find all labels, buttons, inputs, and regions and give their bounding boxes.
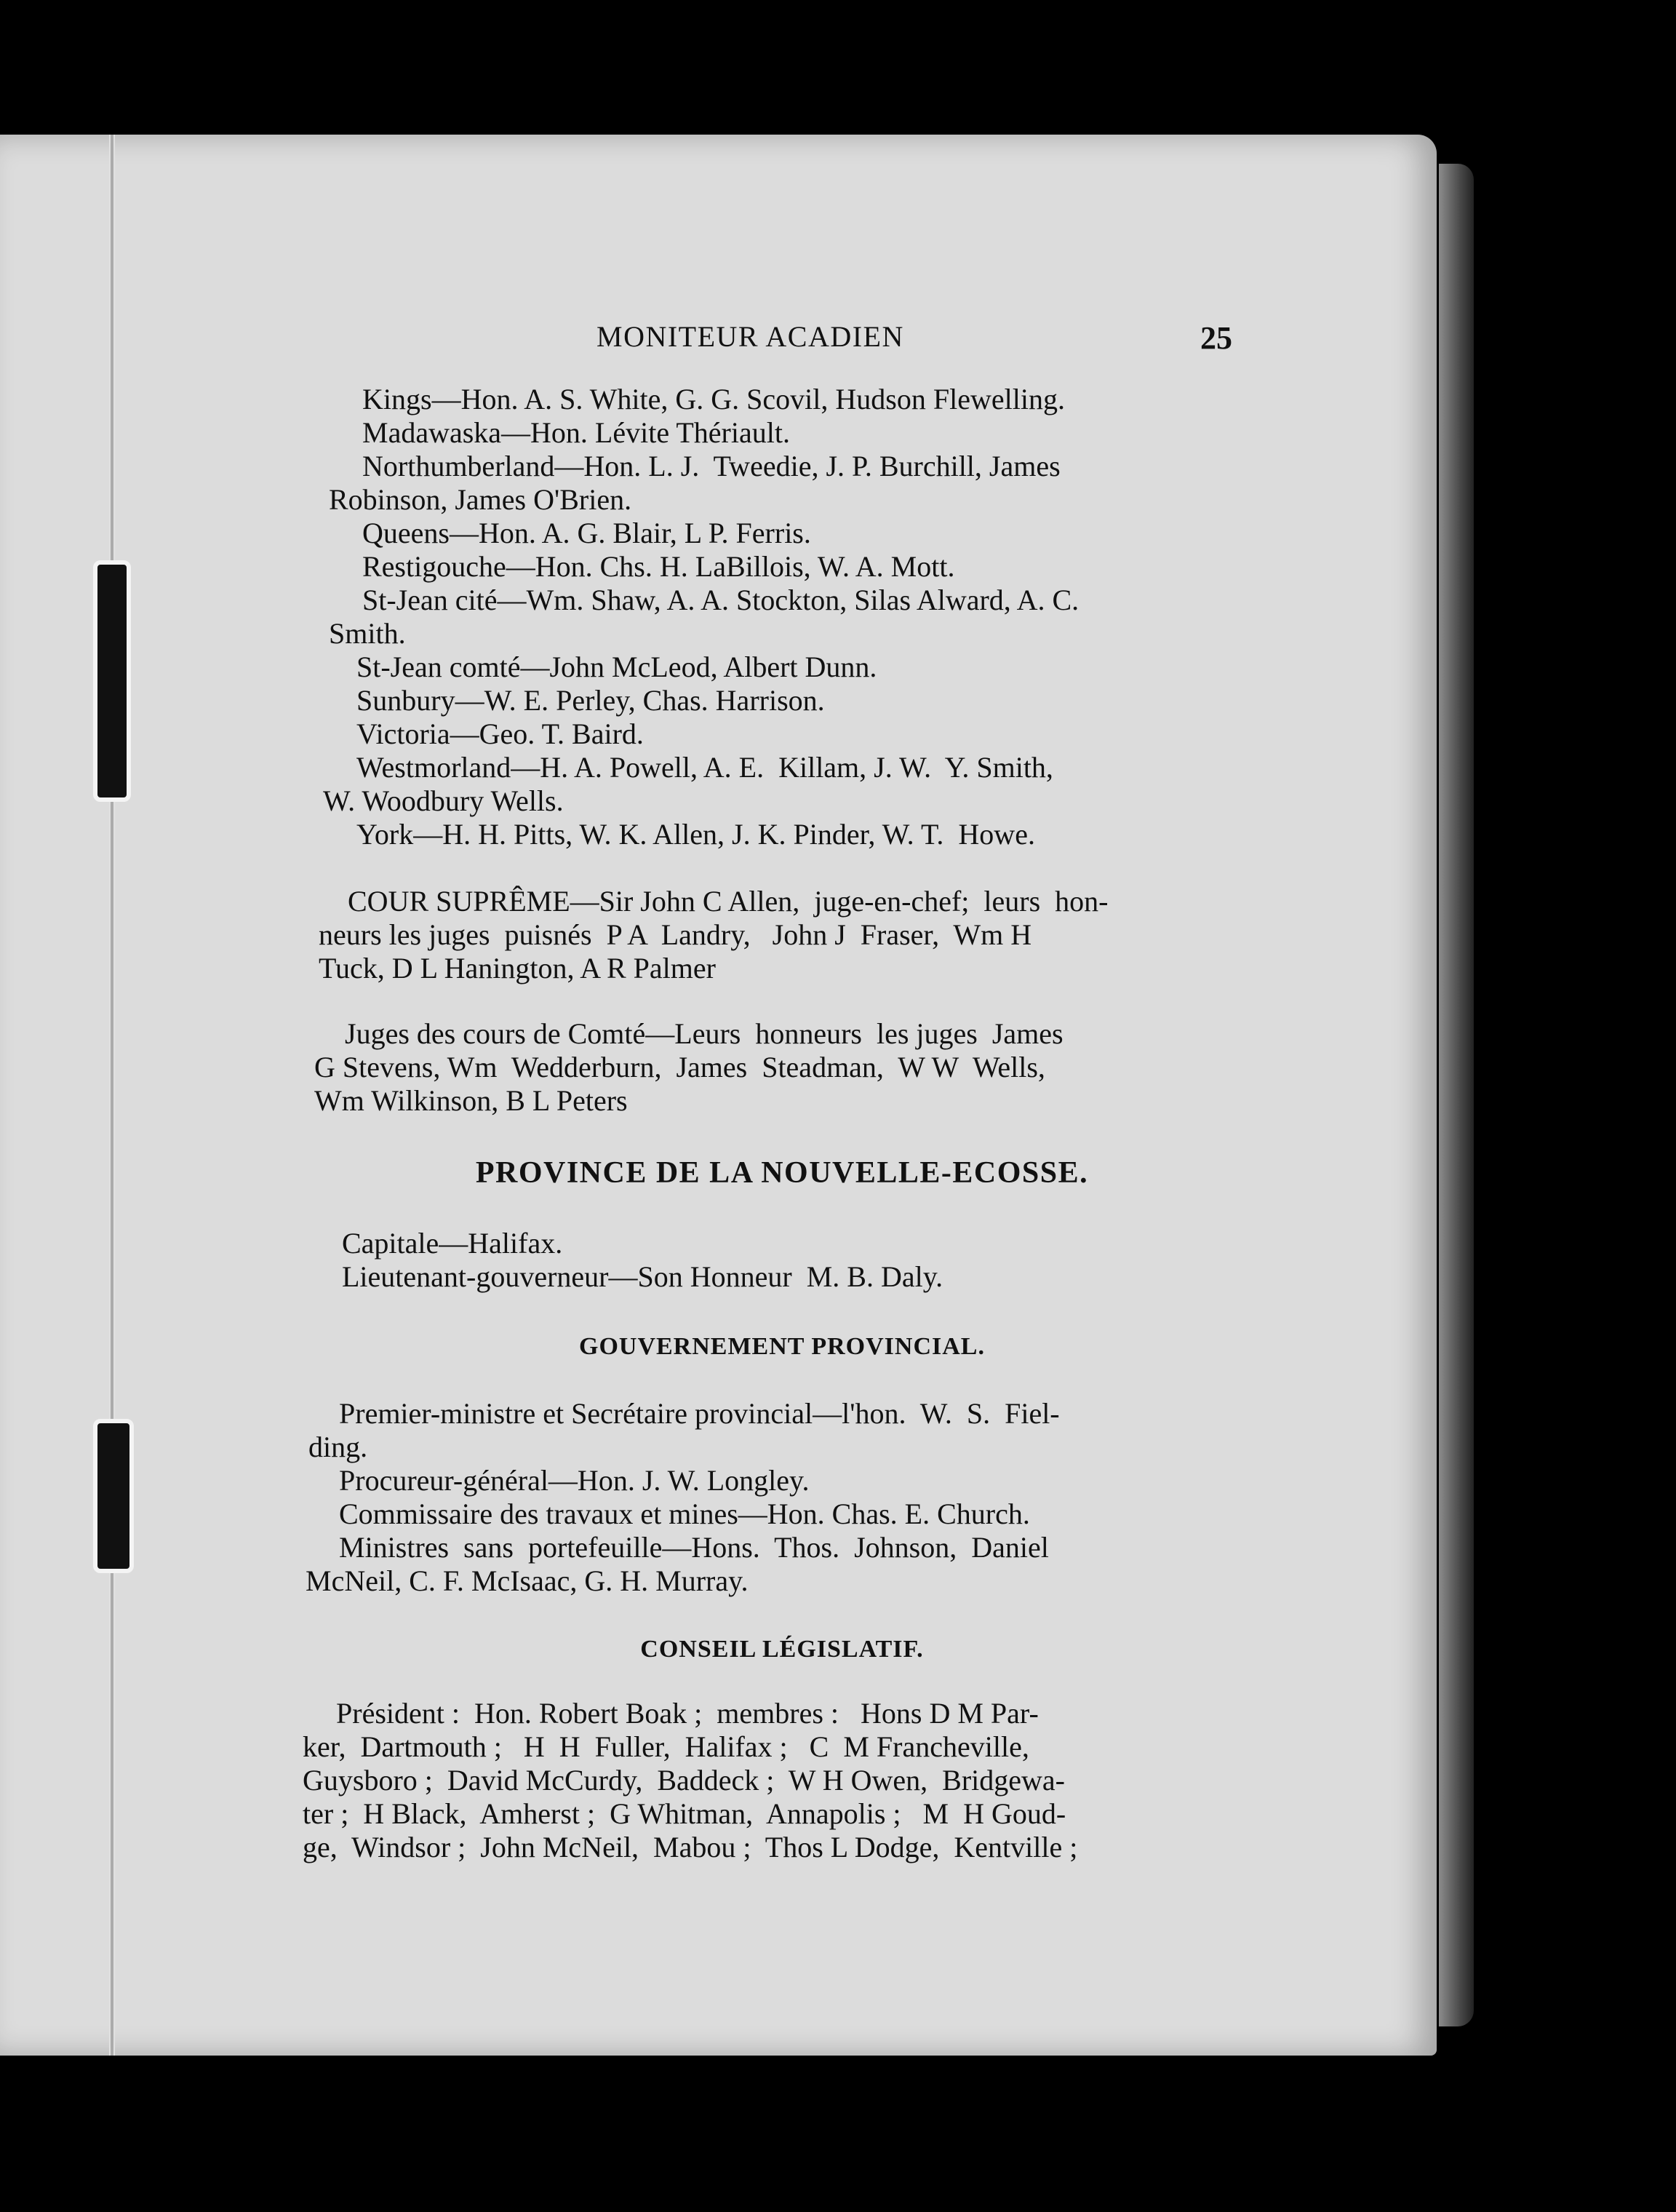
cour-supreme-line: Tuck, D L Hanington, A R Palmer [319,952,716,984]
county-line: Northumberland—Hon. L. J. Tweedie, J. P. Burchill, James [362,450,1061,482]
county-line: Madawaska—Hon. Lévite Thériault. [362,416,790,449]
conseil-line: ker, Dartmouth ; H H Fuller, Halifax ; C M Francheville, [303,1730,1029,1763]
juges-comte-line: Wm Wilkinson, B L Peters [314,1084,628,1117]
juges-comte-line: Juges des cours de Comté—Leurs honneurs les juges James [345,1017,1064,1050]
county-line: Victoria—Geo. T. Baird. [356,717,644,750]
county-line: Kings—Hon. A. S. White, G. G. Scovil, Hudson Flewelling. [362,383,1065,415]
juges-comte-line: G Stevens, Wm Wedderburn, James Steadman, W W Wells, [314,1051,1045,1083]
county-line: St-Jean cité—Wm. Shaw, A. A. Stockton, Silas Alward, A. C. [362,584,1080,616]
conseil-line: Président : Hon. Robert Boak ; membres : Hons D M Par- [336,1697,1039,1730]
county-line: W. Woodbury Wells. [323,784,564,817]
gouvernement-line: Procureur-général—Hon. J. W. Longley. [339,1464,810,1497]
county-line: Queens—Hon. A. G. Blair, L P. Ferris. [362,517,811,549]
gouvernement-line: ding. [308,1431,368,1463]
cour-supreme-line: neurs les juges puisnés P A Landry, John J Fraser, Wm H [319,918,1032,951]
binding-hole-upper [93,560,131,802]
conseil-heading: CONSEIL LÉGISLATIF. [640,1636,924,1663]
gouvernement-line: Commissaire des travaux et mines—Hon. Chas. E. Church. [339,1497,1030,1530]
county-line: Westmorland—H. A. Powell, A. E. Killam, J. W. Y. Smith, [356,751,1053,784]
gouvernement-line: Ministres sans portefeuille—Hons. Thos. Johnson, Daniel [339,1531,1049,1564]
binding-hole-lower [93,1419,134,1573]
province-info-line: Capitale—Halifax. [342,1227,563,1260]
province-heading: PROVINCE DE LA NOUVELLE-ECOSSE. [475,1156,1089,1190]
page-edge [1439,164,1474,2026]
province-info-line: Lieutenant-gouverneur—Son Honneur M. B. Daly. [342,1260,943,1293]
county-line: Sunbury—W. E. Perley, Chas. Harrison. [356,684,825,717]
gouvernement-line: Premier-ministre et Secrétaire provincial—l'hon. W. S. Fiel- [339,1397,1060,1430]
running-head: MONITEUR ACADIEN [596,320,904,353]
gouvernement-heading: GOUVERNEMENT PROVINCIAL. [579,1333,985,1360]
book-spine [109,135,115,2056]
conseil-line: ter ; H Black, Amherst ; G Whitman, Annapolis ; M H Goud- [303,1797,1066,1830]
page-number: 25 [1200,320,1232,356]
conseil-line: ge, Windsor ; John McNeil, Mabou ; Thos L Dodge, Kentville ; [303,1831,1078,1863]
conseil-line: Guysboro ; David McCurdy, Baddeck ; W H Owen, Bridgewa- [303,1764,1065,1797]
county-line: Smith. [329,617,406,650]
county-line: Robinson, James O'Brien. [329,483,632,516]
cour-supreme-line: COUR SUPRÊME—Sir John C Allen, juge-en-chef; leurs hon- [348,885,1109,918]
gouvernement-line: McNeil, C. F. McIsaac, G. H. Murray. [306,1564,749,1597]
county-line: York—H. H. Pitts, W. K. Allen, J. K. Pinder, W. T. Howe. [356,818,1035,851]
county-line: Restigouche—Hon. Chs. H. LaBillois, W. A. Mott. [362,550,955,583]
county-line: St-Jean comté—John McLeod, Albert Dunn. [356,651,877,683]
